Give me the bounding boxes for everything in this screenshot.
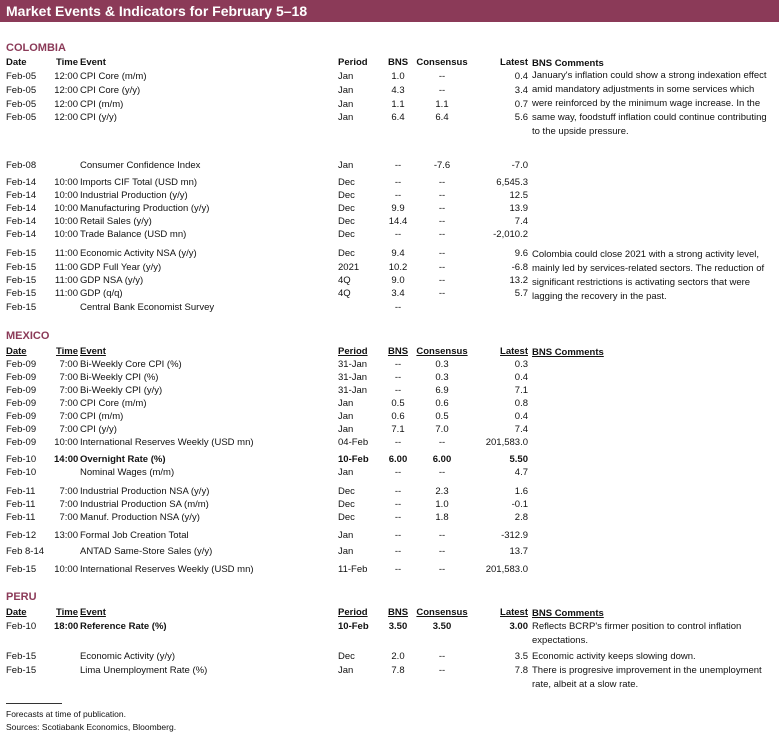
cell-consensus: 7.0 (435, 424, 449, 435)
cell-time: 13:00 (54, 530, 78, 541)
cell-date: Feb-08 (6, 160, 37, 171)
col-date: Date (6, 346, 27, 357)
cell-period: Jan (338, 71, 354, 82)
cell-time: 10:00 (54, 177, 78, 188)
col-time: Time (55, 346, 78, 357)
col-time: Time (55, 57, 78, 68)
cell-latest: 201,583.0 (485, 564, 528, 575)
cell-latest: 7.8 (514, 665, 528, 676)
cell-event: Trade Balance (USD mn) (80, 229, 187, 240)
cell-period: Jan (338, 424, 354, 435)
cell-latest: -0.1 (511, 499, 528, 510)
cell-event: Formal Job Creation Total (80, 530, 189, 541)
cell-period: Jan (338, 467, 354, 478)
cell-period: 10-Feb (338, 621, 369, 632)
cell-event: Retail Sales (y/y) (80, 216, 152, 227)
cell-time: 10:00 (54, 203, 78, 214)
cell-latest: 13.2 (509, 275, 528, 286)
cell-bns: -- (394, 530, 402, 541)
cell-event: CPI (y/y) (80, 424, 117, 435)
cell-bns: 9.9 (391, 203, 405, 214)
cell-period: 31-Jan (338, 372, 368, 383)
cell-latest: 12.5 (509, 190, 528, 201)
cell-date: Feb-14 (6, 203, 37, 214)
cell-period: Dec (338, 499, 355, 510)
cell-consensus: -- (438, 665, 446, 676)
cell-period: Jan (338, 530, 354, 541)
cell-consensus: 6.4 (435, 112, 449, 123)
cell-time: 11:00 (54, 248, 78, 259)
cell-period: 31-Jan (338, 385, 368, 396)
col-bns: BNS (387, 57, 409, 68)
cell-period: Jan (338, 665, 354, 676)
cell-time: 12:00 (54, 85, 78, 96)
cell-event: Overnight Rate (%) (80, 454, 166, 465)
cell-latest: 2.8 (514, 512, 528, 523)
cell-consensus: -- (438, 288, 446, 299)
cell-period: Jan (338, 112, 354, 123)
cell-bns: 7.8 (391, 665, 405, 676)
cell-event: CPI Core (m/m) (80, 398, 147, 409)
cell-latest: 0.8 (514, 398, 528, 409)
cell-bns: -- (394, 385, 402, 396)
col-consensus: Consensus (416, 346, 468, 357)
cell-bns: -- (394, 160, 402, 171)
cell-consensus: -- (438, 190, 446, 201)
cell-latest: 7.4 (514, 424, 528, 435)
col-event: Event (80, 607, 106, 618)
cell-bns: 3.50 (388, 621, 408, 632)
cell-bns: -- (394, 359, 402, 370)
cell-time: 7:00 (59, 512, 78, 523)
cell-time: 11:00 (54, 275, 78, 286)
cell-event: Nominal Wages (m/m) (80, 467, 175, 478)
cell-period: Dec (338, 177, 355, 188)
cell-event: Reference Rate (%) (80, 621, 167, 632)
cell-date: Feb-11 (6, 486, 36, 497)
cell-date: Feb-10 (6, 454, 37, 465)
cell-consensus: -- (438, 229, 446, 240)
cell-period: Dec (338, 216, 355, 227)
cell-time: 7:00 (59, 359, 78, 370)
cell-consensus: 0.3 (435, 359, 449, 370)
cell-consensus: -7.6 (433, 160, 451, 171)
cell-event: Lima Unemployment Rate (%) (80, 665, 208, 676)
col-latest: Latest (500, 607, 528, 618)
page-title: Market Events & Indicators for February 5–18 (6, 3, 308, 19)
cell-time: 10:00 (54, 216, 78, 227)
cell-latest: 0.4 (514, 71, 528, 82)
cell-latest: -7.0 (511, 160, 528, 171)
cell-bns: -- (394, 467, 402, 478)
cell-latest: 3.4 (514, 85, 528, 96)
cell-period: 10-Feb (338, 454, 369, 465)
cell-bns: -- (394, 512, 402, 523)
cell-time: 7:00 (59, 499, 78, 510)
cell-time: 11:00 (54, 262, 78, 273)
cell-latest: 5.7 (514, 288, 528, 299)
cell-latest: 13.7 (509, 546, 528, 557)
cell-event: Bi-Weekly CPI (y/y) (80, 385, 163, 396)
cell-period: 4Q (338, 275, 351, 286)
cell-latest: -6.8 (511, 262, 528, 273)
cell-latest: 0.7 (514, 99, 528, 110)
cell-consensus: -- (438, 262, 446, 273)
cell-period: 2021 (338, 262, 360, 273)
cell-time: 7:00 (59, 424, 78, 435)
section-title-mexico: MEXICO (6, 330, 50, 342)
cell-latest: 4.7 (514, 467, 528, 478)
cell-time: 12:00 (54, 99, 78, 110)
cell-event: Economic Activity NSA (y/y) (80, 248, 197, 259)
cell-time: 10:00 (54, 190, 78, 201)
cell-bns: 6.4 (391, 112, 405, 123)
footnote-divider (6, 703, 62, 704)
cell-time: 7:00 (59, 385, 78, 396)
cell-event: CPI (m/m) (80, 411, 124, 422)
cell-date: Feb-09 (6, 437, 37, 448)
cell-event: Manufacturing Production (y/y) (80, 203, 210, 214)
cell-event: ANTAD Same-Store Sales (y/y) (80, 546, 213, 557)
cell-consensus: -- (438, 467, 446, 478)
cell-date: Feb-12 (6, 530, 37, 541)
title-bar (0, 0, 779, 22)
cell-latest: 3.00 (509, 621, 528, 632)
cell-time: 11:00 (54, 288, 78, 299)
cell-consensus: -- (438, 177, 446, 188)
cell-date: Feb-15 (6, 302, 37, 313)
cell-period: 04-Feb (338, 437, 369, 448)
cell-bns: 3.4 (391, 288, 405, 299)
cell-consensus: -- (438, 203, 446, 214)
cell-bns: 6.00 (388, 454, 408, 465)
cell-time: 12:00 (54, 112, 78, 123)
cell-bns: 4.3 (391, 85, 405, 96)
col-comments: BNS Comments (532, 608, 604, 619)
col-date: Date (6, 57, 27, 68)
cell-event: CPI (m/m) (80, 99, 124, 110)
cell-event: GDP NSA (y/y) (80, 275, 144, 286)
cell-date: Feb-05 (6, 85, 37, 96)
cell-consensus: -- (438, 275, 446, 286)
cell-date: Feb-15 (6, 564, 37, 575)
cell-time: 10:00 (54, 564, 78, 575)
cell-time: 14:00 (54, 454, 79, 465)
cell-bns: 9.0 (391, 275, 405, 286)
cell-consensus: 6.00 (432, 454, 452, 465)
cell-bns: -- (394, 486, 402, 497)
cell-date: Feb-09 (6, 385, 37, 396)
cell-event: Imports CIF Total (USD mn) (80, 177, 198, 188)
cell-consensus: 2.3 (435, 486, 449, 497)
cell-period: Jan (338, 99, 354, 110)
cell-consensus: 3.50 (432, 621, 452, 632)
cell-time: 7:00 (59, 486, 78, 497)
col-period: Period (338, 57, 368, 68)
cell-date: Feb-15 (6, 288, 37, 299)
colombia-comment-activity: Colombia could close 2021 with a strong activity level, mainly led by services-related sectors. The reduction of significant restrictions is activating sectors that were lagging the recovery in the past. (532, 249, 765, 302)
cell-consensus: -- (438, 437, 446, 448)
cell-event: Industrial Production SA (m/m) (80, 499, 209, 510)
col-bns: BNS (387, 607, 409, 618)
cell-bns: -- (394, 190, 402, 201)
cell-bns: 1.0 (391, 71, 405, 82)
cell-date: Feb-14 (6, 216, 37, 227)
cell-period: Jan (338, 546, 354, 557)
cell-period: Dec (338, 248, 355, 259)
cell-date: Feb-14 (6, 229, 37, 240)
cell-event: Economic Activity (y/y) (80, 651, 176, 662)
cell-latest: 5.6 (514, 112, 528, 123)
cell-event: GDP Full Year (y/y) (80, 262, 162, 273)
section-title-colombia: COLOMBIA (6, 42, 66, 54)
cell-time: 12:00 (54, 71, 78, 82)
cell-time: 18:00 (54, 621, 79, 632)
col-latest: Latest (500, 346, 528, 357)
cell-event: International Reserves Weekly (USD mn) (80, 564, 254, 575)
cell-period: Jan (338, 85, 354, 96)
cell-consensus: 0.5 (435, 411, 449, 422)
cell-consensus: -- (438, 216, 446, 227)
cell-bns: 2.0 (391, 651, 405, 662)
cell-date: Feb-11 (6, 499, 36, 510)
cell-bns: -- (394, 229, 402, 240)
cell-event: Bi-Weekly Core CPI (%) (80, 359, 182, 370)
cell-period: Dec (338, 229, 355, 240)
cell-date: Feb-10 (6, 467, 37, 478)
cell-latest: 7.4 (514, 216, 528, 227)
cell-period: 31-Jan (338, 359, 368, 370)
cell-consensus: 6.9 (435, 385, 449, 396)
cell-latest: 6,545.3 (496, 177, 528, 188)
cell-bns: 9.4 (391, 248, 405, 259)
cell-date: Feb-09 (6, 424, 37, 435)
cell-bns: -- (394, 499, 402, 510)
cell-consensus: 1.8 (435, 512, 449, 523)
cell-consensus: -- (438, 85, 446, 96)
cell-consensus: 0.3 (435, 372, 449, 383)
cell-event: Central Bank Economist Survey (80, 302, 215, 313)
cell-event: GDP (q/q) (80, 288, 123, 299)
col-consensus: Consensus (416, 607, 468, 618)
cell-period: Dec (338, 190, 355, 201)
cell-event: Industrial Production (y/y) (80, 190, 188, 201)
colombia-comment-inflation: January's inflation could show a strong indexation effect amid mandatory adjustments in some services which were reinforced by the minimum wage increase. In the same way, foodstuff inflation could continue contributing to the upside pressure. (532, 70, 767, 137)
peru-comment-activity: Economic activity keeps slowing down. (532, 651, 696, 662)
col-comments: BNS Comments (532, 58, 604, 69)
cell-period: Jan (338, 160, 354, 171)
cell-date: Feb-15 (6, 651, 37, 662)
cell-latest: 1.6 (514, 486, 528, 497)
col-date: Date (6, 607, 27, 618)
cell-consensus: 0.6 (435, 398, 449, 409)
cell-consensus: -- (438, 651, 446, 662)
cell-period: Jan (338, 398, 354, 409)
cell-date: Feb-15 (6, 248, 37, 259)
cell-date: Feb-14 (6, 177, 37, 188)
cell-date: Feb-09 (6, 398, 37, 409)
col-bns: BNS (387, 346, 409, 357)
cell-latest: 3.5 (514, 651, 528, 662)
cell-event: CPI Core (m/m) (80, 71, 147, 82)
cell-time: 7:00 (59, 398, 78, 409)
footnote-sources: Sources: Scotiabank Economics, Bloomberg. (6, 722, 177, 732)
col-event: Event (80, 346, 106, 357)
section-title-peru: PERU (6, 591, 37, 603)
cell-latest: 0.4 (514, 372, 528, 383)
cell-latest: 0.3 (514, 359, 528, 370)
cell-bns: 10.2 (388, 262, 408, 273)
cell-date: Feb-15 (6, 275, 37, 286)
peru-comment-unemployment: There is progresive improvement in the unemployment rate, albeit at a slow rate. (532, 665, 762, 690)
col-consensus: Consensus (416, 57, 468, 68)
cell-period: Dec (338, 651, 355, 662)
cell-latest: 201,583.0 (485, 437, 528, 448)
cell-date: Feb-14 (6, 190, 37, 201)
cell-latest: 0.4 (514, 411, 528, 422)
col-comments: BNS Comments (532, 347, 604, 358)
cell-bns: -- (394, 564, 402, 575)
cell-latest: 13.9 (509, 203, 528, 214)
cell-latest: 9.6 (514, 248, 528, 259)
cell-consensus: 1.0 (435, 499, 449, 510)
col-time: Time (55, 607, 78, 618)
cell-consensus: -- (438, 564, 446, 575)
cell-latest: -2,010.2 (493, 229, 528, 240)
cell-bns: 1.1 (391, 99, 405, 110)
cell-bns: 7.1 (391, 424, 405, 435)
cell-bns: -- (394, 372, 402, 383)
cell-event: CPI Core (y/y) (80, 85, 141, 96)
col-event: Event (80, 57, 106, 68)
col-period: Period (338, 346, 368, 357)
cell-date: Feb-05 (6, 71, 37, 82)
cell-event: Consumer Confidence Index (80, 160, 201, 171)
cell-period: Jan (338, 411, 354, 422)
cell-time: 7:00 (59, 411, 78, 422)
cell-date: Feb-05 (6, 99, 37, 110)
cell-bns: 0.6 (391, 411, 405, 422)
cell-time: 10:00 (54, 229, 78, 240)
cell-event: Bi-Weekly CPI (%) (80, 372, 159, 383)
cell-bns: -- (394, 546, 402, 557)
cell-event: CPI (y/y) (80, 112, 117, 123)
cell-bns: -- (394, 302, 402, 313)
cell-latest: 5.50 (509, 454, 528, 465)
cell-event: Industrial Production NSA (y/y) (80, 486, 210, 497)
cell-date: Feb-10 (6, 621, 37, 632)
cell-event: International Reserves Weekly (USD mn) (80, 437, 254, 448)
cell-time: 7:00 (59, 372, 78, 383)
cell-bns: -- (394, 437, 402, 448)
cell-date: Feb-09 (6, 372, 37, 383)
cell-latest: 7.1 (514, 385, 528, 396)
cell-date: Feb-09 (6, 359, 37, 370)
cell-period: Dec (338, 512, 355, 523)
cell-bns: 14.4 (388, 216, 408, 227)
peru-comment-rate: Reflects BCRP's firmer position to control inflation expectations. (532, 621, 742, 646)
cell-bns: 0.5 (391, 398, 405, 409)
cell-bns: -- (394, 177, 402, 188)
cell-consensus: 1.1 (435, 99, 449, 110)
cell-consensus: -- (438, 530, 446, 541)
cell-consensus: -- (438, 248, 446, 259)
cell-date: Feb-15 (6, 665, 37, 676)
cell-consensus: -- (438, 546, 446, 557)
cell-latest: -312.9 (501, 530, 528, 541)
cell-period: 4Q (338, 288, 351, 299)
cell-date: Feb-11 (6, 512, 36, 523)
cell-event: Manuf. Production NSA (y/y) (80, 512, 200, 523)
cell-period: Dec (338, 203, 355, 214)
footnote-forecasts: Forecasts at time of publication. (6, 709, 127, 719)
cell-consensus: -- (438, 71, 446, 82)
cell-date: Feb-05 (6, 112, 37, 123)
cell-period: 11-Feb (338, 564, 368, 575)
cell-date: Feb-09 (6, 411, 37, 422)
cell-period: Dec (338, 486, 355, 497)
cell-date: Feb-15 (6, 262, 37, 273)
col-period: Period (338, 607, 368, 618)
col-latest: Latest (500, 57, 528, 68)
cell-date: Feb 8-14 (6, 546, 45, 557)
cell-time: 10:00 (54, 437, 78, 448)
